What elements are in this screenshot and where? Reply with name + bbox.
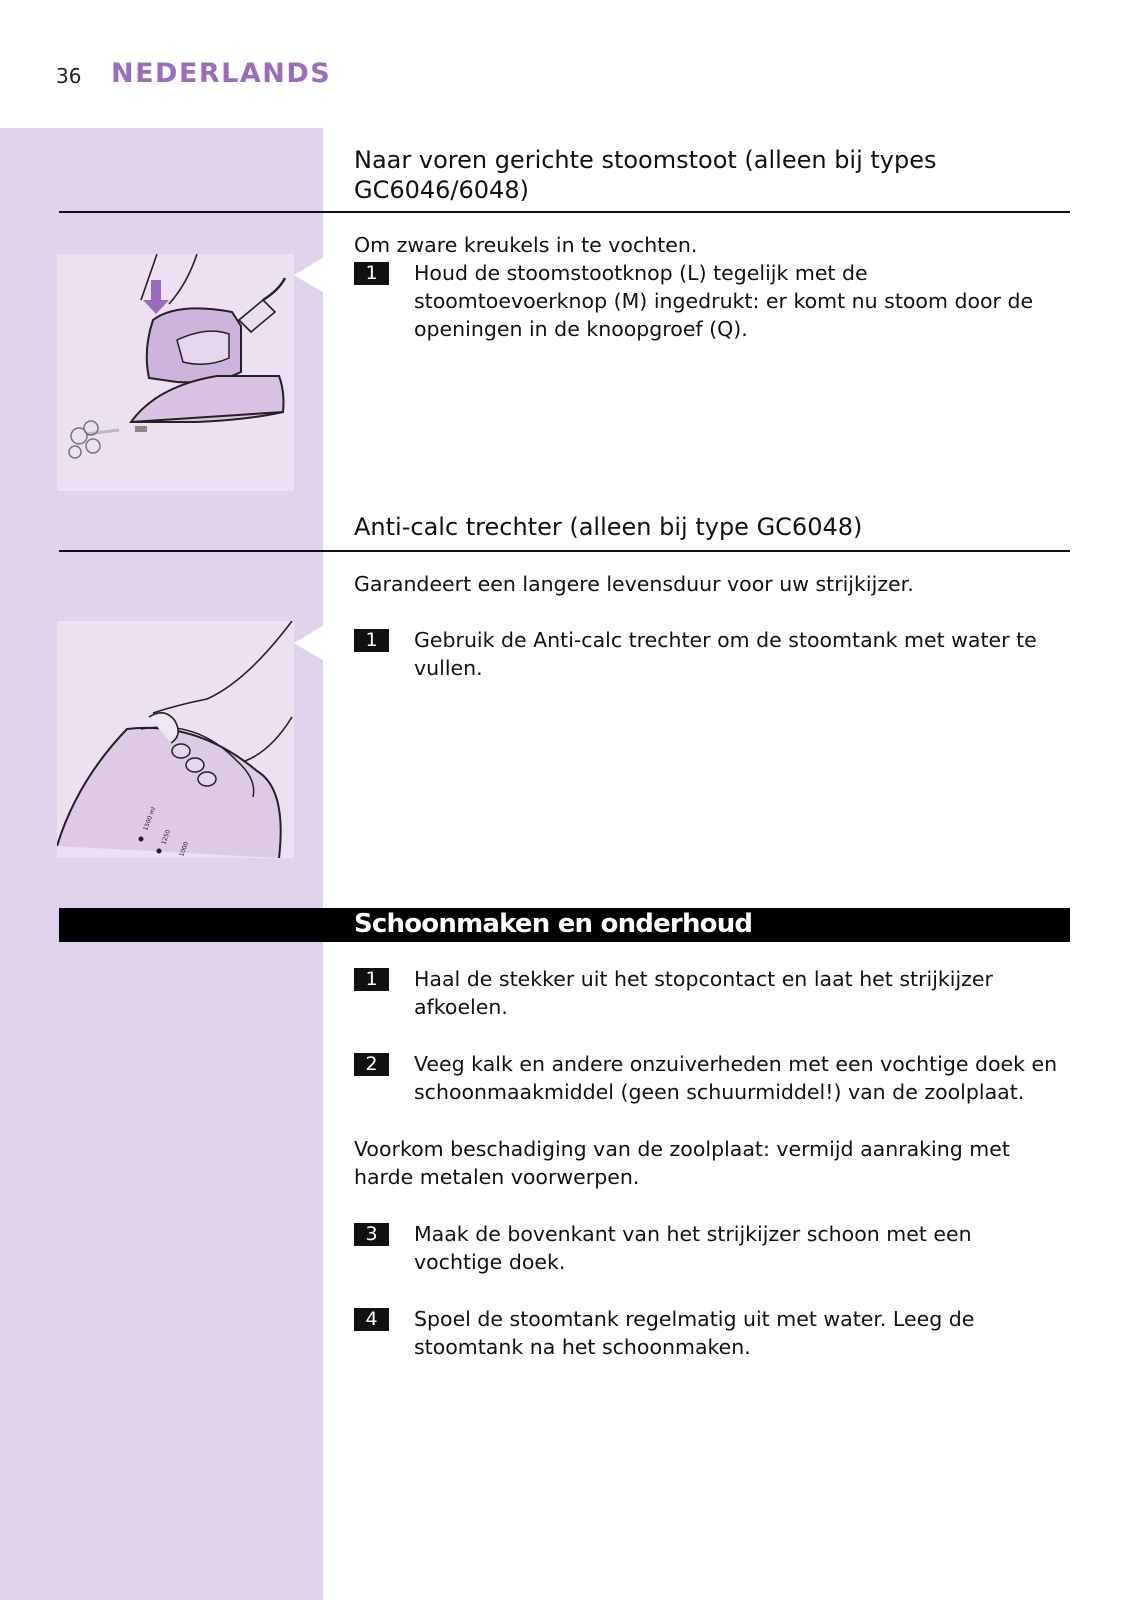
- figure-pointer: [294, 257, 324, 293]
- intro-text: Om zware kreukels in te vochten.: [354, 233, 698, 257]
- step-number: 2: [354, 1053, 389, 1076]
- step-text: Spoel de stoomtank regelmatig uit met water. Leeg de stoomtank na het schoonmaken.: [414, 1307, 975, 1359]
- warning-note: Voorkom beschadiging van de zoolplaat: vermijd aanraking met harde metalen voorwerpen.: [354, 1137, 1010, 1189]
- funnel-drawing: [57, 621, 294, 858]
- heading-line-1: Naar voren gerichte stoomstoot (alleen bij types: [354, 146, 937, 174]
- step-number: 1: [354, 968, 389, 991]
- step-number: 3: [354, 1223, 389, 1246]
- step-text: Maak de bovenkant van het strijkijzer schoon met een vochtige doek.: [414, 1222, 972, 1274]
- step-text: Veeg kalk en andere onzuiverheden met een vochtige doek en schoonmaakmiddel (geen schuurmiddel!) van de zoolplaat.: [414, 1052, 1058, 1104]
- step-text: Houd de stoomstootknop (L) tegelijk met de stoomtoevoerknop (M) ingedrukt: er komt nu stoom door de openingen in de knoopgroef (Q).: [414, 261, 1034, 341]
- page-number: 36: [56, 64, 82, 88]
- iron-drawing: [57, 254, 294, 491]
- section-title-cleaning: Schoonmaken en onderhoud: [354, 909, 753, 939]
- scale-label-1250: 1250: [160, 828, 173, 846]
- step-text: Gebruik de Anti-calc trechter om de stoomtank met water te vullen.: [414, 628, 1037, 680]
- figure-pointer: [294, 625, 324, 661]
- language-title: NEDERLANDS: [111, 58, 332, 89]
- iron-steam-shot-illustration: [57, 254, 294, 491]
- step-number: 4: [354, 1308, 389, 1331]
- section-rule: [59, 211, 1070, 213]
- step-number: 1: [354, 629, 389, 652]
- section-heading-anti-calc: Anti-calc trechter (alleen bij type GC6048): [354, 513, 863, 541]
- section-heading-steam-shot: [354, 145, 1054, 205]
- funnel-filling-illustration: [57, 621, 294, 858]
- heading-line-2: GC6046/6048): [354, 176, 529, 204]
- intro-text: Garandeert een langere levensduur voor uw strijkijzer.: [354, 572, 914, 596]
- scale-label-1000: 1000: [178, 840, 191, 858]
- scale-label-1500: 1500 ml: [142, 806, 158, 832]
- step-number: 1: [354, 262, 389, 285]
- section-rule: [59, 550, 1070, 552]
- step-text: Haal de stekker uit het stopcontact en laat het strijkijzer afkoelen.: [414, 967, 993, 1019]
